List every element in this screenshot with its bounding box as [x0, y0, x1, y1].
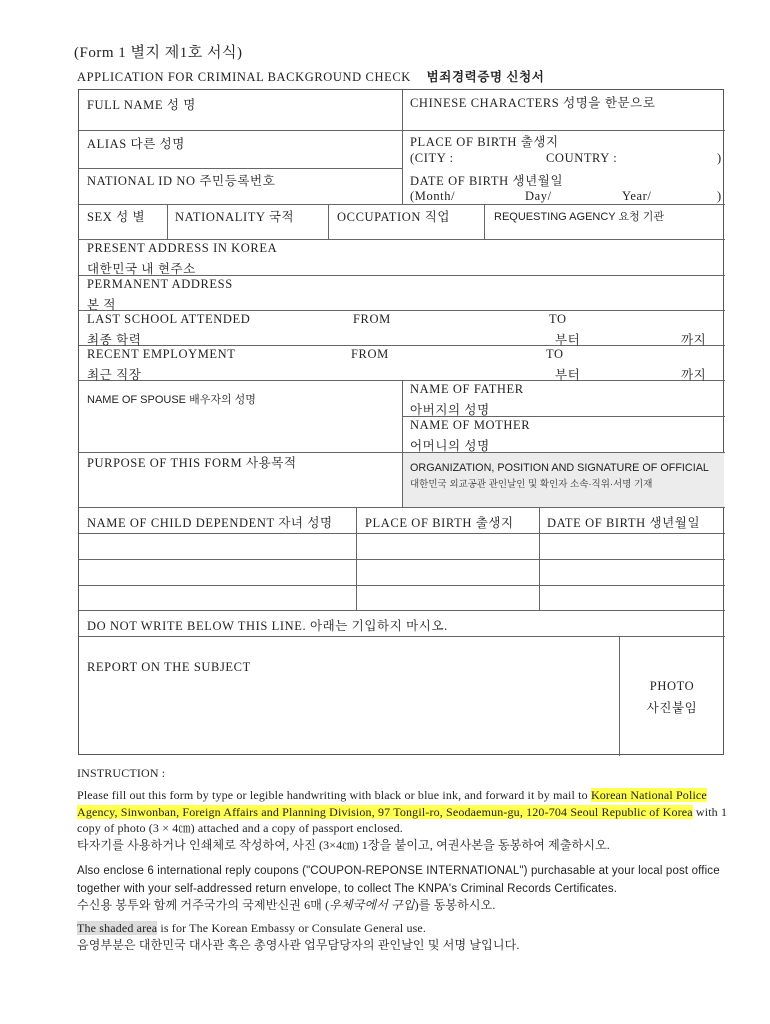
- permanent-address-label: PERMANENT ADDRESS: [87, 277, 233, 291]
- last-school-label: LAST SCHOOL ATTENDED: [87, 312, 251, 326]
- child-place-header: PLACE OF BIRTH 출생지: [365, 516, 514, 530]
- employment-to-ko: 까지: [681, 368, 707, 382]
- instruction-paragraph-3: [77, 920, 737, 953]
- present-address-ko: 대한민국 내 현주소: [87, 262, 196, 276]
- dob-month-label: (Month/: [410, 189, 456, 203]
- form-title: [77, 67, 544, 85]
- photo-ko: 사진붙임: [646, 701, 698, 715]
- country-label: COUNTRY :: [546, 151, 618, 165]
- mailing-address-highlight: Korean National Police Agency, Sinwonban, Foreign Affairs and Planning Division, 97 Tongil-ro, Seodaemun-gu, 120-704 Seoul Republic of Korea: [77, 788, 707, 819]
- recent-employment-ko: 최근 직장: [87, 368, 142, 382]
- nationality-label: NATIONALITY 국적: [175, 210, 295, 224]
- official-signature-ko: 대한민국 외교공관 관인날인 및 확인자 소속·직위·서명 기재: [410, 479, 653, 490]
- recent-employment-label: RECENT EMPLOYMENT: [87, 347, 236, 361]
- form-title-en: APPLICATION FOR CRIMINAL BACKGROUND CHECK: [77, 70, 411, 84]
- mother-label: NAME OF MOTHER: [410, 418, 531, 432]
- form-title-ko: 범죄경력증명 신청서: [426, 70, 545, 84]
- instruction-p3-rest: is for The Korean Embassy or Consulate General use.: [157, 921, 427, 935]
- city-country-close: ): [717, 151, 722, 165]
- report-label: REPORT ON THE SUBJECT: [87, 660, 251, 674]
- instruction-paragraph-1: [77, 787, 737, 853]
- do-not-write-notice: DO NOT WRITE BELOW THIS LINE. 아래는 기입하지 마시오.: [87, 619, 448, 633]
- shaded-area-note: The shaded area: [77, 921, 158, 935]
- full-name-label: FULL NAME 성 명: [87, 98, 196, 112]
- dob-day-label: Day/: [525, 189, 552, 203]
- instruction-p1-ko: 타자기를 사용하거나 인쇄체로 작성하여, 사진 (3×4㎝) 1장을 붙이고, 여권사본을 동봉하여 제출하시오.: [77, 837, 610, 852]
- alias-label: ALIAS 다른 성명: [87, 137, 185, 151]
- photo-label: PHOTO: [649, 679, 695, 693]
- chinese-characters-label: CHINESE CHARACTERS 성명을 한문으로: [410, 96, 656, 110]
- instruction-paragraph-2: [77, 862, 737, 914]
- instruction-p2-ko-a: 수신용 봉투와 함께 거주국가의 국제반신권 6매 (: [77, 898, 330, 912]
- instruction-p1-pre: Please fill out this form by type or legible handwriting with black or blue ink, and forward it by mail to: [77, 788, 591, 802]
- place-of-birth-label: PLACE OF BIRTH 출생지: [410, 135, 559, 149]
- national-id-label: NATIONAL ID NO 주민등록번호: [87, 174, 276, 188]
- form-number: (Form 1 별지 제1호 서식): [74, 45, 243, 61]
- occupation-label: OCCUPATION 직업: [337, 210, 451, 224]
- child-name-header: NAME OF CHILD DEPENDENT 자녀 성명: [87, 516, 333, 530]
- sex-label: SEX 성 별: [87, 210, 146, 224]
- official-signature-label: ORGANIZATION, POSITION AND SIGNATURE OF OFFICIAL: [410, 462, 709, 474]
- father-label: NAME OF FATHER: [410, 382, 524, 396]
- school-from-ko: 부터: [555, 333, 581, 347]
- purpose-label: PURPOSE OF THIS FORM 사용목적: [87, 456, 297, 470]
- instruction-p3-ko: 음영부분은 대한민국 대사관 혹은 총영사관 업무담당자의 관인날인 및 서명 날입니다.: [77, 937, 520, 952]
- instruction-heading: INSTRUCTION :: [77, 766, 166, 780]
- dob-close: ): [717, 189, 722, 203]
- last-school-ko: 최종 학력: [87, 333, 142, 347]
- instruction-p2-ko-b: 우체국에서 구입: [329, 898, 415, 912]
- employment-from-label: FROM: [351, 347, 389, 361]
- instruction-p2-ko-c: )를 동봉하시오.: [414, 898, 496, 912]
- school-to-label: TO: [549, 312, 567, 326]
- mother-ko: 어머니의 성명: [410, 439, 490, 453]
- requesting-agency-label: REQUESTING AGENCY 요청 기관: [494, 211, 665, 223]
- school-from-label: FROM: [353, 312, 391, 326]
- employment-to-label: TO: [546, 347, 564, 361]
- city-label: (CITY :: [410, 151, 454, 165]
- child-dob-header: DATE OF BIRTH 생년월일: [547, 516, 701, 530]
- application-form-grid: [78, 89, 724, 755]
- father-ko: 아버지의 성명: [410, 403, 490, 417]
- date-of-birth-label: DATE OF BIRTH 생년월일: [410, 174, 564, 188]
- school-to-ko: 까지: [681, 333, 707, 347]
- instruction-p2-en: Also enclose 6 international reply coupons ("COUPON-REPONSE INTERNATIONAL") purchasable at your local post office together with your self-addressed return envelope, to collect The KNPA's Criminal Records Certificates.: [77, 865, 720, 895]
- spouse-label: NAME OF SPOUSE 배우자의 성명: [87, 394, 256, 406]
- employment-from-ko: 부터: [555, 368, 581, 382]
- present-address-label: PRESENT ADDRESS IN KOREA: [87, 241, 278, 255]
- dob-year-label: Year/: [622, 189, 652, 203]
- instruction-p1-post: with 1 copy of photo (3 × 4㎝) attached and a copy of passport enclosed.: [77, 804, 728, 835]
- permanent-address-ko: 본 적: [87, 298, 117, 312]
